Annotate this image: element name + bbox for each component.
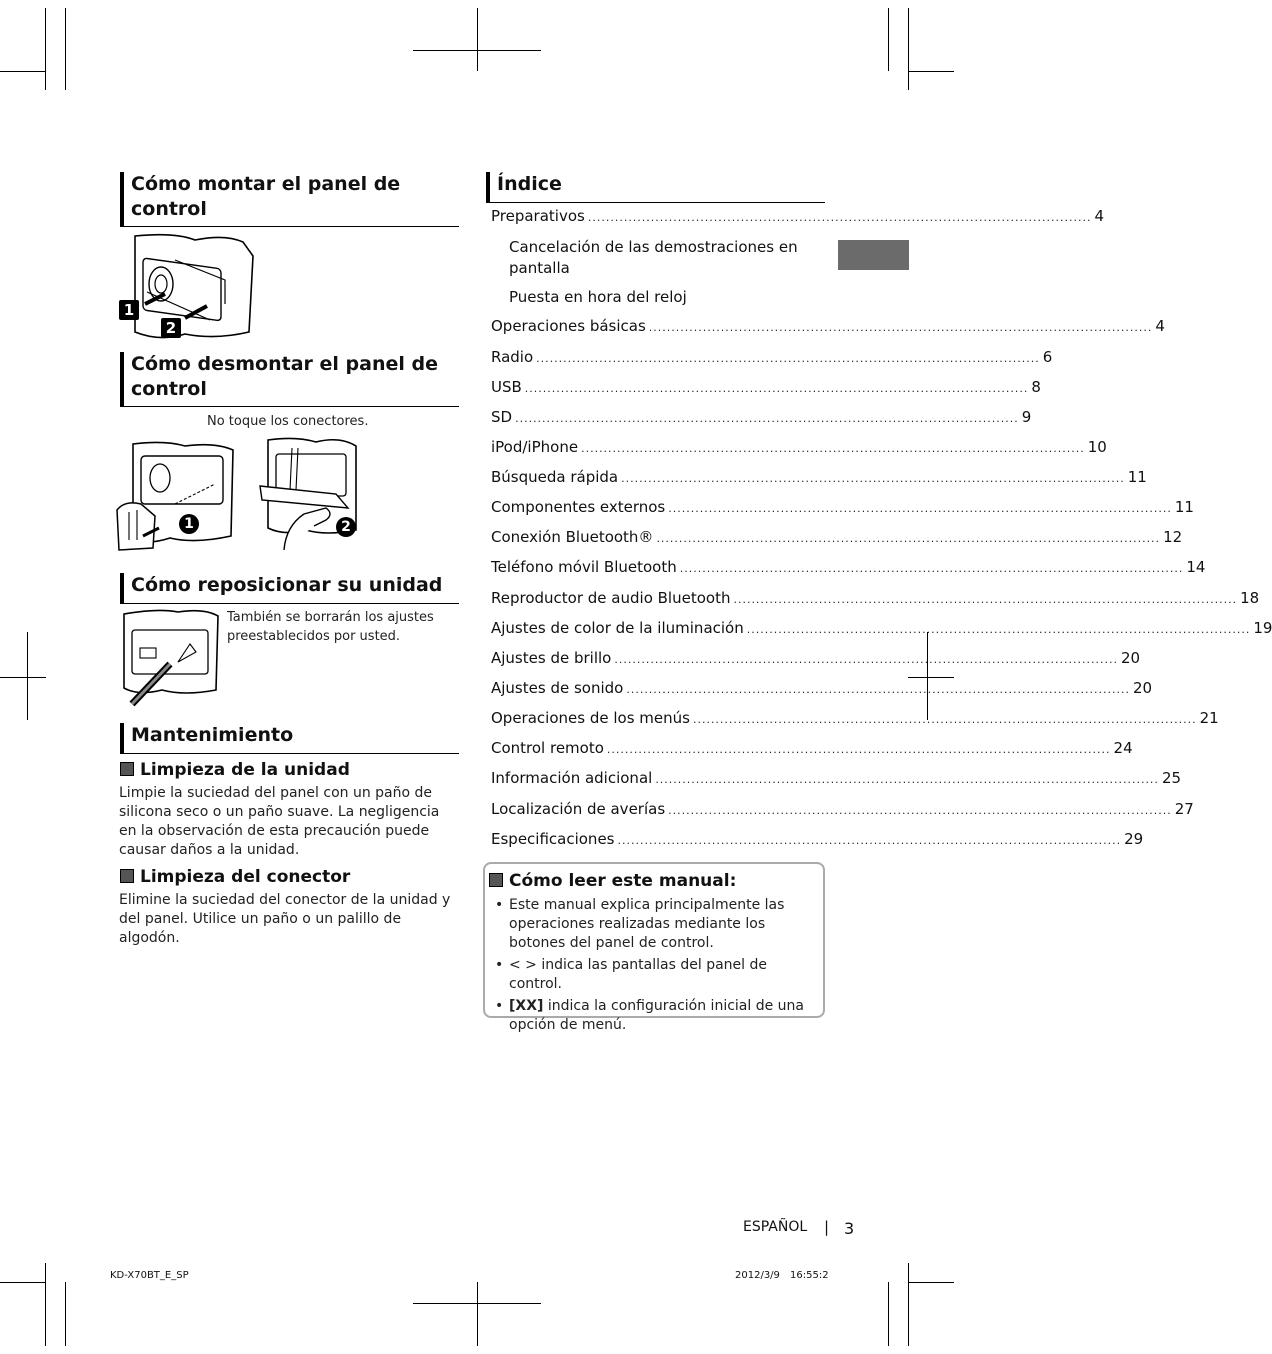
reset-illustration bbox=[118, 606, 224, 708]
unit-cleaning-subheading: Limpieza de la unidad bbox=[120, 760, 350, 780]
index-heading: Índice bbox=[486, 172, 825, 203]
print-date: 2012/3/9 bbox=[735, 1270, 780, 1281]
toc-entry[interactable]: Localización de averías ................................................................................................................ 27 bbox=[491, 800, 1194, 818]
toc-entry[interactable]: Especificaciones ................................................................................................................ 29 bbox=[491, 830, 1144, 848]
list-item: • Este manual explica principalmente las operaciones realizadas mediante los botones del panel de control. bbox=[487, 896, 815, 953]
print-time: 16:55:2 bbox=[790, 1270, 829, 1281]
unit-cleaning-text: Limpie la suciedad del panel con un paño de silicona seco o un paño suave. La negligencia en la observación de esta precaución puede causar daños a la unidad. bbox=[119, 785, 440, 858]
page-number: 3 bbox=[844, 1219, 855, 1238]
toc-sub-entry[interactable]: Cancelación de las demostraciones en pantalla bbox=[509, 238, 798, 277]
toc-entry[interactable]: Ajustes de color de la iluminación ................................................................................................................ 19 bbox=[491, 619, 1272, 637]
step-badge-2: 2 bbox=[161, 318, 181, 338]
mount-panel-heading: Cómo montar el panel de control bbox=[120, 172, 459, 227]
toc-entry[interactable]: Control remoto ................................................................................................................ 24 bbox=[491, 739, 1133, 757]
how-to-read-heading: Cómo leer este manual: bbox=[489, 871, 736, 891]
toc-entry[interactable]: SD ................................................................................................................ 9 bbox=[491, 408, 1032, 426]
step-badge-2-circle: 2 bbox=[336, 517, 356, 537]
how-to-read-list bbox=[487, 896, 815, 1038]
step-badge-1-circle: 1 bbox=[179, 514, 199, 534]
square-bullet-icon bbox=[120, 869, 134, 883]
mount-panel-illustration bbox=[115, 232, 260, 344]
list-item: • [XX] indica la configuración inicial de una opción de menú. bbox=[487, 997, 815, 1035]
reposition-note: También se borrarán los ajustes preestablecidos por usted. bbox=[227, 610, 434, 644]
toc-entry[interactable]: Conexión Bluetooth® ................................................................................................................ 12 bbox=[491, 528, 1183, 546]
connector-cleaning-subheading: Limpieza del conector bbox=[120, 867, 350, 887]
toc-entry[interactable]: USB ................................................................................................................ 8 bbox=[491, 378, 1041, 396]
reposition-heading: Cómo reposicionar su unidad bbox=[120, 573, 459, 604]
default-setting-marker: [XX] bbox=[509, 998, 544, 1014]
doc-id: KD-X70BT_E_SP bbox=[110, 1270, 189, 1281]
toc-entry[interactable]: Ajustes de brillo ................................................................................................................ 20 bbox=[491, 649, 1141, 667]
footer-language: ESPAÑOL bbox=[743, 1219, 808, 1235]
toc-entry[interactable]: Ajustes de sonido ................................................................................................................ 20 bbox=[491, 679, 1153, 697]
footer-separator: | bbox=[824, 1218, 830, 1236]
list-item: • < > indica las pantallas del panel de control. bbox=[487, 956, 815, 994]
toc-entry[interactable]: Operaciones de los menús ................................................................................................................ 21 bbox=[491, 709, 1219, 727]
unmount-panel-illustration-left bbox=[115, 440, 237, 552]
square-bullet-icon bbox=[489, 873, 503, 887]
toc-entry[interactable]: Operaciones básicas ................................................................................................................ 4 bbox=[491, 317, 1165, 335]
toc-entry[interactable]: Búsqueda rápida ................................................................................................................ 11 bbox=[491, 468, 1147, 486]
toc-entry[interactable]: Reproductor de audio Bluetooth ................................................................................................................ 18 bbox=[491, 589, 1260, 607]
language-side-tab bbox=[838, 240, 909, 270]
step-badge-1: 1 bbox=[119, 300, 139, 320]
maintenance-heading: Mantenimiento bbox=[120, 723, 459, 754]
unmount-note: No toque los conectores. bbox=[207, 414, 369, 429]
toc-entry[interactable]: Teléfono móvil Bluetooth ................................................................................................................ 14 bbox=[491, 558, 1206, 576]
unmount-panel-heading: Cómo desmontar el panel de control bbox=[120, 352, 459, 407]
toc-entry[interactable]: Información adicional ................................................................................................................ 25 bbox=[491, 769, 1182, 787]
toc-entry[interactable]: Radio ................................................................................................................ 6 bbox=[491, 348, 1053, 366]
toc-sub-entry[interactable]: Puesta en hora del reloj bbox=[509, 288, 687, 306]
toc-entry[interactable]: Preparativos ................................................................................................................ 4 bbox=[491, 207, 1105, 225]
square-bullet-icon bbox=[120, 762, 134, 776]
toc-entry[interactable]: iPod/iPhone ................................................................................................................ 10 bbox=[491, 438, 1107, 456]
how-to-read-box bbox=[483, 862, 825, 1033]
connector-cleaning-text: Elimine la suciedad del conector de la unidad y del panel. Utilice un paño o un palillo de algodón. bbox=[119, 892, 451, 946]
toc-entry[interactable]: Componentes externos ................................................................................................................ 11 bbox=[491, 498, 1194, 516]
